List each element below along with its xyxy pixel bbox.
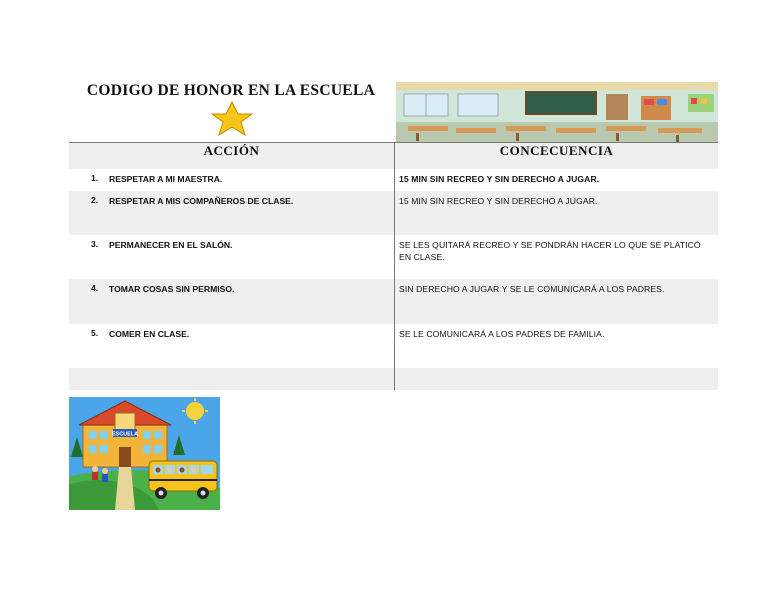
row-consequence: SIN DERECHO A JUGAR Y SE LE COMUNICARÁ A LOS PADRES. <box>399 284 665 294</box>
header-action: ACCIÓN <box>203 143 260 158</box>
row-consequence: 15 MIN SIN RECREO Y SIN DERECHO A JUGAR. <box>399 196 598 206</box>
row-action: PERMANECER EN EL SALÓN. <box>109 240 233 250</box>
school-sign-text: ESCUELA <box>111 431 139 438</box>
row-action: TOMAR COSAS SIN PERMISO. <box>109 284 235 294</box>
school-bus-image <box>69 397 220 510</box>
row-number: 3. <box>91 239 99 249</box>
header-consequence: CONCECUENCIA <box>499 143 614 158</box>
row-action: COMER EN CLASE. <box>109 329 190 339</box>
row-action: RESPETAR A MI MAESTRA. <box>109 174 223 184</box>
star-icon <box>205 101 259 137</box>
table-column-divider <box>394 142 395 390</box>
row-number: 4. <box>91 283 99 293</box>
row-consequence: SE LES QUITARÁ RECREO Y SE PONDRÁN HACER LO QUE SE PLATICÓ EN CLASE. <box>399 240 701 262</box>
row-consequence: 15 MIN SIN RECREO Y SIN DERECHO A JUGAR. <box>399 174 600 184</box>
row-number: 2. <box>91 195 99 205</box>
row-number: 1. <box>91 173 99 183</box>
row-consequence: SE LE COMUNICARÁ A LOS PADRES DE FAMILIA. <box>399 329 605 339</box>
document-title: CODIGO DE HONOR EN LA ESCUELA <box>86 82 376 99</box>
row-number: 5. <box>91 328 99 338</box>
row-action: RESPETAR A MIS COMPAÑEROS DE CLASE. <box>109 196 294 206</box>
classroom-image <box>396 82 718 142</box>
